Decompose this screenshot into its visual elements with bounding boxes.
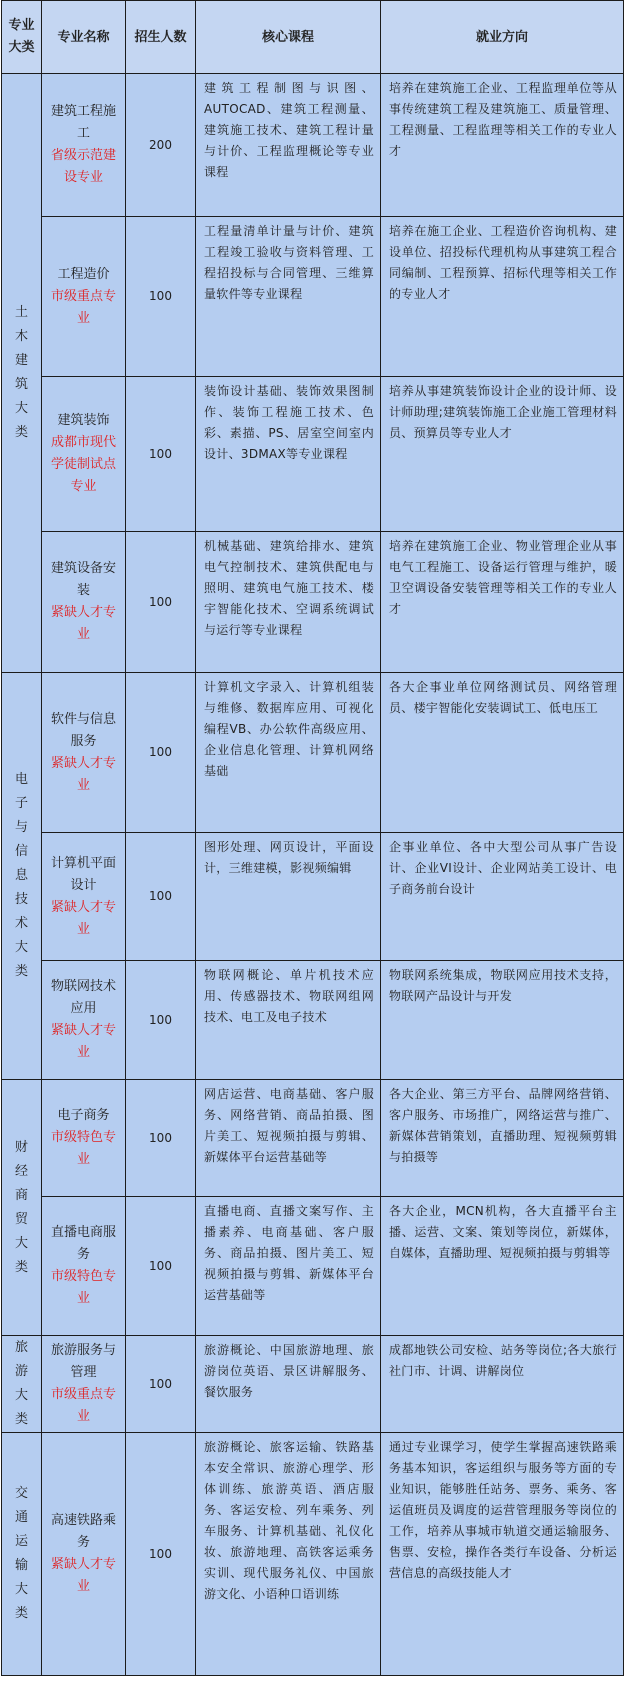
major-cell: 工程造价 市级重点专业 — [42, 217, 126, 377]
table-row — [2, 532, 624, 673]
employment-cell: 培养从事建筑装饰设计企业的设计师、设计师助理;建筑装饰施工企业施工管理材料员、预算员等专业人才 — [381, 377, 624, 532]
major-cell: 电子商务 市级特色专业 — [42, 1080, 126, 1197]
header-row — [2, 1, 624, 74]
enrollment-cell: 100 — [126, 1197, 196, 1336]
major-tag: 省级示范建设专业 — [50, 148, 116, 185]
major-cell: 计算机平面设计 紧缺人才专业 — [42, 833, 126, 961]
major-cell: 建筑设备安装 紧缺人才专业 — [42, 532, 126, 673]
major-cell: 物联网技术应用 紧缺人才专业 — [42, 961, 126, 1080]
employment-cell: 成都地铁公司安检、站务等岗位;各大旅行社门市、计调、讲解岗位 — [381, 1336, 624, 1433]
enrollment-cell: 100 — [126, 961, 196, 1080]
table-row — [2, 74, 624, 217]
courses-cell: 物联网概论、单片机技术应用、传感器技术、物联网组网技术、电工及电子技术 — [196, 961, 381, 1080]
header-employment: 就业方向 — [381, 1, 624, 74]
employment-cell: 各大企业，MCN机构，各大直播平台主播、运营、文案、策划等岗位，新媒体，自媒体，直播助理、短视频拍摄与剪辑等 — [381, 1197, 624, 1336]
major-tag: 市级重点专业 — [50, 1387, 116, 1424]
major-cell: 建筑装饰 成都市现代学徒制试点专业 — [42, 377, 126, 532]
category-cell: 电子与信息技术大类 — [2, 673, 42, 1080]
major-tag: 紧缺人才专业 — [50, 1557, 116, 1594]
table-row — [2, 1433, 624, 1676]
courses-cell: 网店运营、电商基础、客户服务、网络营销、商品拍摄、图片美工、短视频拍摄与剪辑、新媒体平台运营基础等 — [196, 1080, 381, 1197]
major-cell: 建筑工程施工 省级示范建设专业 — [42, 74, 126, 217]
employment-cell: 培养在建筑施工企业、物业管理企业从事电气工程施工、设备运行管理与维护，暖卫空调设备安装管理等相关工作的专业人才 — [381, 532, 624, 673]
category-cell: 交通运输大类 — [2, 1433, 42, 1676]
employment-cell: 各大企事业单位网络测试员、网络管理员、楼宇智能化安装调试工、低电压工 — [381, 673, 624, 833]
major-tag: 紧缺人才专业 — [50, 899, 116, 937]
major-cell: 软件与信息服务 紧缺人才专业 — [42, 673, 126, 833]
category-cell: 旅游大类 — [2, 1336, 42, 1433]
courses-cell: 建筑工程制图与识图、AUTOCAD、建筑工程测量、建筑施工技术、建筑工程计量与计价、工程监理概论等专业课程 — [196, 74, 381, 217]
table-row — [2, 1197, 624, 1336]
table-row — [2, 961, 624, 1080]
courses-cell: 机械基础、建筑给排水、建筑电气控制技术、建筑供配电与照明、建筑电气施工技术、楼宇智能化技术、空调系统调试与运行等专业课程 — [196, 532, 381, 673]
major-tag: 成都市现代学徒制试点专业 — [50, 435, 116, 494]
table-row — [2, 833, 624, 961]
courses-cell: 计算机文字录入、计算机组装与维修、数据库应用、可视化编程VB、办公软件高级应用、企业信息化管理、计算机网络基础 — [196, 673, 381, 833]
major-cell: 高速铁路乘务 紧缺人才专业 — [42, 1433, 126, 1676]
header-category: 专业大类 — [2, 1, 42, 74]
header-courses: 核心课程 — [196, 1, 381, 74]
employment-cell: 各大企业、第三方平台、品牌网络营销、客户服务、市场推广，网络运营与推广、新媒体营销策划，直播助理、短视频剪辑与拍摄等 — [381, 1080, 624, 1197]
category-cell: 土木建筑大类 — [2, 74, 42, 673]
enrollment-table — [1, 0, 624, 1676]
major-cell: 旅游服务与管理 市级重点专业 — [42, 1336, 126, 1433]
enrollment-cell: 100 — [126, 217, 196, 377]
header-major: 专业名称 — [42, 1, 126, 74]
major-tag: 紧缺人才专业 — [50, 755, 116, 793]
employment-cell: 企事业单位、各中大型公司从事广告设计、企业VI设计、企业网站美工设计、电子商务前台设计 — [381, 833, 624, 961]
employment-cell: 通过专业课学习，使学生掌握高速铁路乘务基本知识，客运组织与服务等方面的专业知识，能够胜任站务、票务、乘务、客运值班员及调度的运营管理服务等岗位的工作，培养从事城市轨道交通运输服务、售票、安检，操作各类行车设备、分析运营信息的高级技能人才 — [381, 1433, 624, 1676]
major-tag: 紧缺人才专业 — [50, 1023, 116, 1060]
courses-cell: 装饰设计基础、装饰效果图制作、装饰工程施工技术、色彩、素描、PS、居室空间室内设计、3DMAX等专业课程 — [196, 377, 381, 532]
courses-cell: 直播电商、直播文案写作、主播素养、电商基础、客户服务、商品拍摄、图片美工、短视频拍摄与剪辑、新媒体平台运营基础等 — [196, 1197, 381, 1336]
employment-cell: 物联网系统集成，物联网应用技术支持，物联网产品设计与开发 — [381, 961, 624, 1080]
major-tag: 紧缺人才专业 — [50, 605, 116, 642]
courses-cell: 旅游概论、中国旅游地理、旅游岗位英语、景区讲解服务、餐饮服务 — [196, 1336, 381, 1433]
major-cell: 直播电商服务 市级特色专业 — [42, 1197, 126, 1336]
enrollment-cell: 100 — [126, 532, 196, 673]
table-row — [2, 1080, 624, 1197]
table-row — [2, 673, 624, 833]
enrollment-cell: 100 — [126, 377, 196, 532]
enrollment-cell: 100 — [126, 833, 196, 961]
category-cell: 财经商贸大类 — [2, 1080, 42, 1336]
table-row — [2, 377, 624, 532]
courses-cell: 旅游概论、旅客运输、铁路基本安全常识、旅游心理学、形体训练、旅游英语、酒店服务、客运安检、列车乘务、列车服务、计算机基础、礼仪化妆、旅游地理、高铁客运乘务实训、现代服务礼仪、中国旅游文化、小语种口语训练 — [196, 1433, 381, 1676]
major-tag: 市级重点专业 — [50, 288, 116, 326]
employment-cell: 培养在施工企业、工程造价咨询机构、建设单位、招投标代理机构从事建筑工程合同编制、工程预算、招标代理等相关工作的专业人才 — [381, 217, 624, 377]
table-row — [2, 1336, 624, 1433]
major-tag: 市级特色专业 — [50, 1269, 116, 1306]
enrollment-cell: 100 — [126, 1433, 196, 1676]
courses-cell: 工程量清单计量与计价、建筑工程竣工验收与资料管理、工程招投标与合同管理、三维算量软件等专业课程 — [196, 217, 381, 377]
major-tag: 市级特色专业 — [50, 1130, 116, 1167]
enrollment-cell: 100 — [126, 1336, 196, 1433]
courses-cell: 图形处理、网页设计，平面设计，三维建模，影视频编辑 — [196, 833, 381, 961]
employment-cell: 培养在建筑施工企业、工程监理单位等从事传统建筑工程及建筑施工、质量管理、工程测量、工程监理等相关工作的专业人才 — [381, 74, 624, 217]
table-row — [2, 217, 624, 377]
enrollment-cell: 100 — [126, 1080, 196, 1197]
enrollment-cell: 100 — [126, 673, 196, 833]
header-enrollment: 招生人数 — [126, 1, 196, 74]
enrollment-cell: 200 — [126, 74, 196, 217]
